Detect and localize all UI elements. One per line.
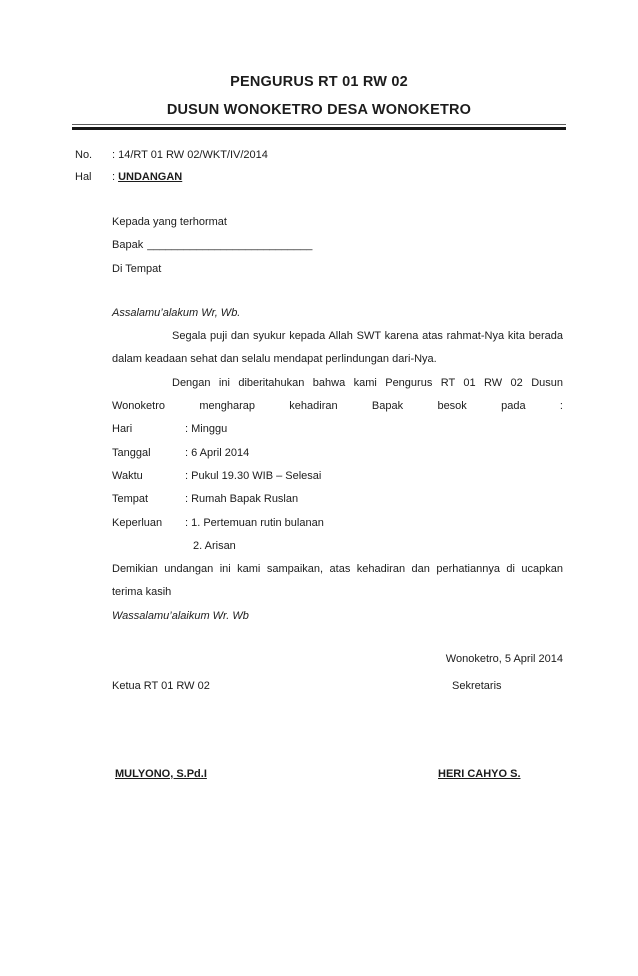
detail-value-time: : Pukul 19.30 WIB – Selesai <box>185 469 322 482</box>
letter-subject-colon: : <box>112 171 116 183</box>
signature-name-left: MULYONO, S.Pd.I <box>115 767 207 780</box>
letter-subject-value: UNDANGAN <box>118 171 183 183</box>
closing-line2: terima kasih <box>112 586 172 599</box>
recipient-place: Di Tempat <box>112 262 162 275</box>
signature-role-left: Ketua RT 01 RW 02 <box>112 680 210 693</box>
recipient-block <box>112 211 563 281</box>
letterhead-org-name: PENGURUS RT 01 RW 02 <box>230 74 408 90</box>
closing-salutation: Wassalamu’alaikum Wr. Wb <box>112 609 249 622</box>
recipient-name-blank: ___________________________ <box>147 239 313 252</box>
detail-label-time: Waktu <box>112 469 143 482</box>
letter-body <box>112 302 563 786</box>
signature-names-row <box>112 763 563 786</box>
paragraph2-line2: Wonoketro mengharap kehadiran Bapak besok pada : <box>112 400 563 413</box>
recipient-honorific: Kepada yang terhormat <box>112 216 227 228</box>
opening-salutation: Assalamu’alakum Wr, Wb. <box>112 306 241 319</box>
detail-row-place <box>112 488 563 511</box>
detail-row-day <box>112 418 563 441</box>
letterhead-org-address: DUSUN WONOKETRO DESA WONOKETRO <box>166 102 472 118</box>
recipient-name-prefix: Bapak <box>112 239 144 252</box>
detail-label-day: Hari <box>112 423 133 436</box>
letterhead-divider-rule <box>72 124 566 130</box>
signature-roles-row <box>112 675 563 698</box>
place-and-date: Wonoketro, 5 April 2014 <box>445 653 563 666</box>
detail-value-place: : Rumah Bapak Ruslan <box>185 493 299 506</box>
letter-subject-row <box>75 166 563 188</box>
detail-label-purpose: Keperluan <box>112 516 163 529</box>
letterhead <box>0 0 638 124</box>
paragraph1-line1: Segala puji dan syukur kepada Allah SWT karena atas rahmat-Nya kita berada <box>172 330 563 343</box>
detail-label-date: Tanggal <box>112 446 151 459</box>
closing-line1: Demikian undangan ini kami sampaikan, atas kehadiran dan perhatiannya di ucapkan <box>112 563 563 576</box>
letter-number-value: : 14/RT 01 RW 02/WKT/IV/2014 <box>112 149 268 161</box>
detail-value-date: : 6 April 2014 <box>185 446 250 459</box>
letter-subject-label: Hal <box>75 171 92 183</box>
paragraph2-line1: Dengan ini diberitahukan bahwa kami Pengurus RT 01 RW 02 Dusun <box>172 376 563 389</box>
detail-row-purpose <box>112 512 563 535</box>
detail-value-purpose-2: 2. Arisan <box>193 539 236 552</box>
paragraph1-line2: dalam keadaan sehat dan selalu mendapat perlindungan dari-Nya. <box>112 353 437 366</box>
detail-value-purpose: : 1. Pertemuan rutin bulanan <box>185 516 324 529</box>
detail-row-date <box>112 442 563 465</box>
detail-label-place: Tempat <box>112 493 149 506</box>
recipient-name-line <box>112 234 563 257</box>
signature-role-right: Sekretaris <box>452 680 502 693</box>
detail-value-day: : Minggu <box>185 423 228 436</box>
signature-name-right: HERI CAHYO S. <box>438 767 521 780</box>
letter-number-row <box>75 144 563 166</box>
letter-number-label: No. <box>75 149 93 161</box>
letter-meta <box>75 144 563 188</box>
detail-row-time <box>112 465 563 488</box>
